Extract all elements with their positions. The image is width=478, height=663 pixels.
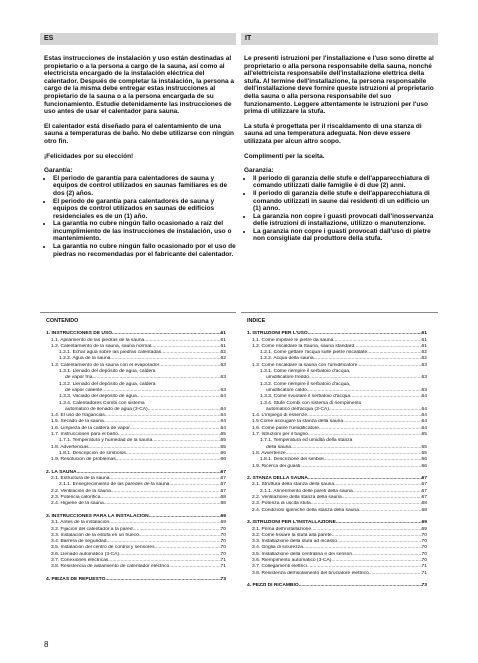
toc-entry: 1.3.1. Llenado del depósito de agua, caldera [59, 369, 156, 375]
toc-page-number: 70 [220, 551, 226, 557]
toc-entry-title: 3.5. Installazione della centralina e dei sensori [252, 551, 353, 557]
toc-entry [46, 564, 226, 570]
toc-entry: 1.3.2. Come riempire il serbatoio d'acqua, [260, 381, 351, 387]
toc-page-number: 66 [220, 457, 226, 463]
toc-section [46, 514, 226, 571]
toc-page-number: 67 [421, 488, 427, 494]
toc-entry [247, 571, 427, 577]
toc-entry [247, 375, 427, 381]
toc-entry-title: 1.7.1. Temperatura y humedad de la sauna [59, 438, 153, 444]
toc-page-number: 70 [220, 526, 226, 532]
toc-page-number: 73 [421, 583, 427, 589]
toc-entry-title: 3.4. Griglia di sicurezza [252, 545, 303, 551]
toc-leader [309, 375, 422, 381]
toc-page-number: 61 [220, 331, 226, 337]
toc-entry-title: 2. LA SAUNA [46, 469, 77, 475]
toc-page-number: 64 [421, 419, 427, 425]
toc-leader [300, 464, 421, 470]
toc-leader [92, 375, 220, 381]
toc-entry [46, 577, 226, 583]
toc-page-number: 61 [220, 343, 226, 349]
toc-page-number: 65 [220, 444, 226, 450]
toc-entry-title: 3.6. Riempimento automatico (3-CA) [252, 557, 332, 563]
toc-entry-title: 1.3.3. Vaciado del depósito de agua [59, 394, 137, 400]
toc-page-number: 62 [220, 356, 226, 362]
toc-page-number: 64 [220, 419, 226, 425]
toc-entry-title: 3.2. Come fissare la stufa alla parete [252, 532, 332, 538]
toc-page-number: 64 [421, 425, 427, 431]
toc-entry-title: 3.8. Resistencia de aislamiento de calentador eléctrico [51, 564, 170, 570]
toc-entry-title: 1.5 Come asciugare la stanza della sauna [252, 419, 344, 425]
toc-entry-title: 3.6. Llenado automático (3-CA) [51, 551, 119, 557]
toc-entry-title: 3.7. Conexiones eléctricas [51, 557, 109, 563]
warranty-list [44, 175, 237, 259]
toc-page-number: 64 [220, 425, 226, 431]
warranty-item: • La garantía no cubre ningún fallo ocasionado a raíz del incumplimiento de las instrucciones de instalación, uso o mantenimiento. [53, 220, 237, 243]
toc-entry-title: 3.2. Fijación del calentador a la pared [51, 526, 133, 532]
toc-page-number: 69 [421, 526, 427, 532]
toc-entry [247, 464, 427, 470]
toc-page-number: 61 [421, 343, 427, 349]
toc-entry: 1.7.1. Temperatura ed umidità della stanza [260, 438, 353, 444]
toc-page-number: 70 [421, 539, 427, 545]
toc-entry-title: 1.1. Apilamiento de las piedras de la sauna [51, 337, 145, 343]
toc-entry-title: 1.3. Come riscaldare la sauna con l'umidificatore [252, 362, 358, 368]
toc-page-number: 64 [220, 406, 226, 412]
toc-title: INDICE [247, 318, 266, 324]
toc-entry-title: 1. ISTRUZIONI PER L'USO [247, 331, 308, 337]
toc-section [247, 520, 427, 577]
toc-entry: 1.3.1. Come riempire il serbatoio d'acqua, [260, 369, 351, 375]
toc-section [46, 577, 226, 583]
table-of-contents-es [46, 318, 226, 589]
intro-paragraph: La stufa è progettata per il riscaldamento di una stanza di sauna ad una temperatura adeguata. Non deve essere utilizzata per alcun altro scopo. [244, 122, 422, 145]
toc-page-number: 67 [220, 476, 226, 482]
intro-it [244, 55, 437, 243]
toc-entry-title: 1.4. El uso de fragancias [51, 413, 105, 419]
toc-page-number: 63 [421, 387, 427, 393]
toc-page-number: 64 [220, 413, 226, 419]
toc-entry [247, 508, 427, 514]
toc-entry-title: 1. INSTRUCCIONES DE USO [46, 331, 113, 337]
toc-leader [350, 394, 421, 400]
toc-entry-title: de vapor caliente [65, 387, 103, 393]
toc-page-number: 61 [421, 331, 427, 337]
toc-entry-title: 1.2. Come riscaldare la Sauna, sauna standard [252, 343, 355, 349]
warranty-item: • La garantía no cubre ningún fallo ocasionado por el uso de piedras no recomendadas por el fabricante del calentador. [53, 243, 237, 258]
toc-leader [357, 363, 421, 369]
toc-entry [46, 457, 226, 463]
toc-entry-title: 1.8. Avvertenze [252, 450, 286, 456]
toc-page-number: 67 [421, 476, 427, 482]
toc-page-number: 66 [220, 450, 226, 456]
toc-entry-title: 3.4. Barrera de seguridad [51, 539, 107, 545]
toc-page-number: 63 [220, 387, 226, 393]
warranty-item: • El periodo de garantía para calentadores de sauna y equipos de control utilizados en saunas de edificios residenciales es de un (1) año. [53, 198, 237, 221]
toc-section [247, 583, 427, 589]
toc-section [46, 331, 226, 463]
toc-page-number: 67 [220, 482, 226, 488]
toc-entry-title: 2.4. Condizioni igieniche della stanza della sauna [252, 507, 359, 513]
warranty-item: • La garanzia non copre i guasti provocati dall'uso di pietre non consigliate dal produttore della stufa. [253, 228, 437, 243]
warranty-item: • La garanzia non copre i guasti provocati dall'inosservanza delle istruzioni di installazione, utilizzo o manutenzione. [253, 213, 437, 228]
toc-page-number: 62 [421, 356, 427, 362]
toc-page-number: 64 [421, 394, 427, 400]
warranty-title: Garanzia: [244, 167, 274, 175]
toc-page-number: 70 [421, 557, 427, 563]
toc-page-number: 71 [220, 564, 226, 570]
intro-es [44, 55, 237, 258]
toc-entry-title: 2.4. Higiene de la sauna [51, 501, 104, 507]
toc-page-number: 66 [421, 463, 427, 469]
toc-page-number: 71 [220, 557, 226, 563]
toc-entry-title: 2. STANZA DELLA SAUNA [247, 476, 308, 482]
page-number: 8 [44, 640, 49, 649]
toc-entry-title: 3. INSTRUCCIONES PARA LA INSTALACIÓN [46, 513, 149, 519]
toc-page-number: 68 [421, 501, 427, 507]
warranty-title: Garantía: [44, 167, 73, 175]
toc-page-number: 70 [421, 532, 427, 538]
toc-entry-title: 1.2.1. Echar agua sobre las piedras calentadas [59, 350, 162, 356]
toc-entry-title: 1.1. Come impilare le pietre da sauna [252, 337, 334, 343]
toc-page-number: 63 [220, 375, 226, 381]
toc-entry: 1.3.4. Calentadores Combi con sistema [59, 400, 145, 406]
toc-page-number: 69 [421, 520, 427, 526]
language-label-it: IT [245, 35, 252, 42]
language-header-es [40, 33, 236, 45]
toc-leader [104, 501, 221, 507]
toc-entry-title: 2.1.1. Annerimento delle pareti della sauna [260, 488, 353, 494]
toc-entry-title: 1.6. Limpieza de la caldera de vapor [51, 425, 130, 431]
toc-entry-title: automatico dell'acqua (3-CA) [266, 406, 329, 412]
toc-page-number: 67 [421, 495, 427, 501]
toc-entry-title: 2.3. Potenza di uscita stufa [252, 501, 311, 507]
toc-entry-title: 1.9. Resolución de problemas [51, 457, 116, 463]
toc-page-number: 69 [220, 513, 226, 519]
toc-leader [137, 394, 221, 400]
toc-page-number: 61 [220, 337, 226, 343]
toc-page-number: 65 [421, 432, 427, 438]
toc-entry-title: 1.2.2. Agua de la sauna [59, 356, 111, 362]
intro-paragraph: El calentador está diseñado para el calentamiento de una sauna a temperaturas de baño. No debe utilizarse con ningún otro fin. [44, 122, 234, 145]
intro-paragraph: Estas instrucciones de instalación y uso están destinadas al propietario o a la persona a cargo de la sauna, así como al electricista encargado de la instalación eléctrica del calentador. Después de completar la instalación, la persona a cargo de la misma debe entregar estas instrucciones al propietario de la sauna o a la persona encargada de su funcionamiento. Estudie detenidamente las instrucciones de uso antes de usar el calentador para sauna. [44, 55, 235, 116]
toc-page-number: 73 [220, 576, 226, 582]
toc-entry-title: 1.2.1. Come gettare l'acqua sulle pietre riscaldate [260, 350, 368, 356]
toc-entry-title: della sauna [266, 444, 292, 450]
toc-entry: 1.3.2. Llenado del depósito de agua, caldera [59, 381, 156, 387]
toc-page-number: 68 [220, 501, 226, 507]
toc-entry-title: 3.5. Instalación del centro de control y sensores [51, 545, 155, 551]
toc-page-number: 69 [220, 520, 226, 526]
toc-page-number: 62 [421, 350, 427, 356]
toc-entry: 1.3.4. Stufe Combi con sistema di riempimento [260, 400, 362, 406]
toc-entry [247, 583, 427, 589]
toc-entry-title: 2.2. Ventilación de la sauna [51, 488, 111, 494]
toc-entry-title: 4. PIEZAS DE REPUESTO [46, 576, 106, 582]
toc-page-number: 63 [421, 375, 427, 381]
toc-entry-title: 1.8.1. Descripción de símbolos [59, 450, 126, 456]
toc-page-number: 66 [421, 457, 427, 463]
toc-entry-title: 3.8. Resistenza dell'isolamento del bruciatore elettrico [252, 570, 369, 576]
toc-entry-title: 1.6. Come pulire l'umidificatore [252, 425, 319, 431]
toc-body [247, 331, 427, 589]
toc-entry-title: 1.8.1. Descrizione dei simboli [260, 457, 324, 463]
toc-entry-title: 1.3.3. Come svuotare il serbatoio d'acqua [260, 394, 351, 400]
toc-page-number: 70 [421, 545, 427, 551]
toc-entry-title: de vapor fría [65, 375, 93, 381]
toc-page-number: 67 [220, 469, 226, 475]
toc-page-number: 68 [421, 507, 427, 513]
toc-entry-title: 3.1. Antes de la instalación [51, 520, 110, 526]
toc-entry-title: 3. ISTRUZIONI PER L'INSTALLAZIONE [247, 520, 336, 526]
toc-page-number: 63 [220, 362, 226, 368]
toc-page-number: 63 [421, 362, 427, 368]
toc-leader [169, 564, 220, 570]
toc-leader [116, 457, 221, 463]
toc-page-number: 70 [421, 551, 427, 557]
toc-entry-title: 4. PEZZI DI RICAMBIO [247, 583, 299, 589]
toc-entry-title: 3.3. Installazione della stufa ad incasso [252, 539, 338, 545]
toc-entry-title: 1.9. Ricerca dei guasti [252, 463, 301, 469]
toc-page-number: 64 [421, 406, 427, 412]
toc-page-number: 70 [220, 545, 226, 551]
toc-page-number: 65 [421, 444, 427, 450]
toc-entry [46, 394, 226, 400]
toc-entry [46, 375, 226, 381]
toc-page-number: 61 [421, 337, 427, 343]
toc-page-number: 62 [220, 350, 226, 356]
toc-entry-title: 2.3. Potencia calorífica [51, 495, 101, 501]
warranty-item: • Il periodo di garanzia delle stufe e dell'apparecchiatura di comando utilizzati in saune dai residenti di un edificio un (1) anno. [253, 190, 437, 213]
toc-body [46, 331, 226, 583]
toc-entry [46, 501, 226, 507]
toc-leader [159, 363, 220, 369]
toc-entry-title: 2.2. Ventilazione della stanza della sauna [252, 495, 342, 501]
toc-leader [369, 571, 422, 577]
toc-leader [299, 583, 422, 589]
toc-section [46, 470, 226, 508]
toc-page-number: 67 [220, 488, 226, 494]
toc-entry-title: 1.4. L'impiego di essenze [252, 413, 308, 419]
toc-page-number: 71 [421, 570, 427, 576]
toc-entry-title: 1.2. Calentamiento de la sauna, sauna normal [51, 343, 152, 349]
toc-leader [359, 508, 422, 514]
intro-paragraph: Le presenti istruzioni per l'installazione e l'uso sono dirette al proprietario o alla persona responsabile della sauna, nonché all'elettricista responsabile dell'installazione elettrica della stufa. Al termine dell'installazione, la persona responsabile dell'installazione deve fornire queste istruzioni al proprietario della sauna o alla persona responsabile del suo funzionamento. Leggere attentamente le istruzioni per l'uso prima di utilizzare la stufa. [244, 55, 434, 116]
toc-page-number: 68 [220, 495, 226, 501]
toc-leader [105, 577, 220, 583]
toc-entry-title: 2.1. Estructura de la sauna [51, 476, 110, 482]
toc-entry-title: 3.3. Instalación de la estufa en un hueco [51, 532, 139, 538]
toc-entry-title: 1.7. Istruzioni per il bagno [252, 432, 309, 438]
toc-section [247, 331, 427, 470]
toc-entry-title: 2.1.1. Ennegrecimiento de las paredes de la sauna [59, 482, 170, 488]
section-divider [40, 312, 236, 313]
toc-entry-title: 3.1. Prima dell'installazione [252, 526, 312, 532]
section-divider [241, 312, 438, 313]
toc-entry-title: automático de llenado de agua (3-CA) [65, 406, 148, 412]
warranty-item: • Il periodo di garanzia delle stufe e dell'apparecchiatura di comando utilizzati dalle famiglie è di due (2) anni. [253, 175, 437, 190]
toc-entry-title: 1.5. Secado de la sauna [51, 419, 104, 425]
toc-page-number: 67 [421, 482, 427, 488]
toc-entry-title: 1.7. Instrucciones para el baño [51, 432, 118, 438]
toc-page-number: 65 [220, 438, 226, 444]
toc-entry-title: 1.3. Calentamiento de la sauna con el evaporador [51, 362, 160, 368]
toc-entry [247, 394, 427, 400]
intro-paragraph: ¡Felicidades por su elección! [44, 152, 134, 160]
table-of-contents-it [247, 318, 427, 596]
intro-paragraph: Complimenti per la scelta. [244, 152, 325, 160]
toc-page-number: 65 [220, 432, 226, 438]
toc-entry-title: 1.2.2. Acqua della sauna [260, 356, 314, 362]
toc-entry-title: umidificatore caldo [266, 387, 307, 393]
toc-section [247, 476, 427, 514]
warranty-list [244, 175, 437, 243]
toc-entry-title: 2.1. Struttura della stanza della sauna [252, 482, 335, 488]
toc-entry-title: 1.8. Advertencias [51, 444, 89, 450]
language-header-it [241, 33, 438, 45]
toc-entry-title: umidificatore freddo [266, 375, 309, 381]
warranty-item: • El periodo de garantía para calentadores de sauna y equipos de control utilizados en saunas familiares es de dos (2) años. [53, 175, 237, 198]
toc-page-number: 65 [421, 450, 427, 456]
language-label-es: ES [44, 35, 54, 42]
toc-entry-title: 3.7. Collegamenti elettrici [252, 564, 307, 570]
toc-page-number: 64 [220, 394, 226, 400]
toc-title: CONTENIDO [46, 318, 79, 324]
toc-page-number: 70 [220, 539, 226, 545]
toc-page-number: 70 [220, 532, 226, 538]
toc-page-number: 71 [421, 564, 427, 570]
toc-page-number: 64 [421, 413, 427, 419]
